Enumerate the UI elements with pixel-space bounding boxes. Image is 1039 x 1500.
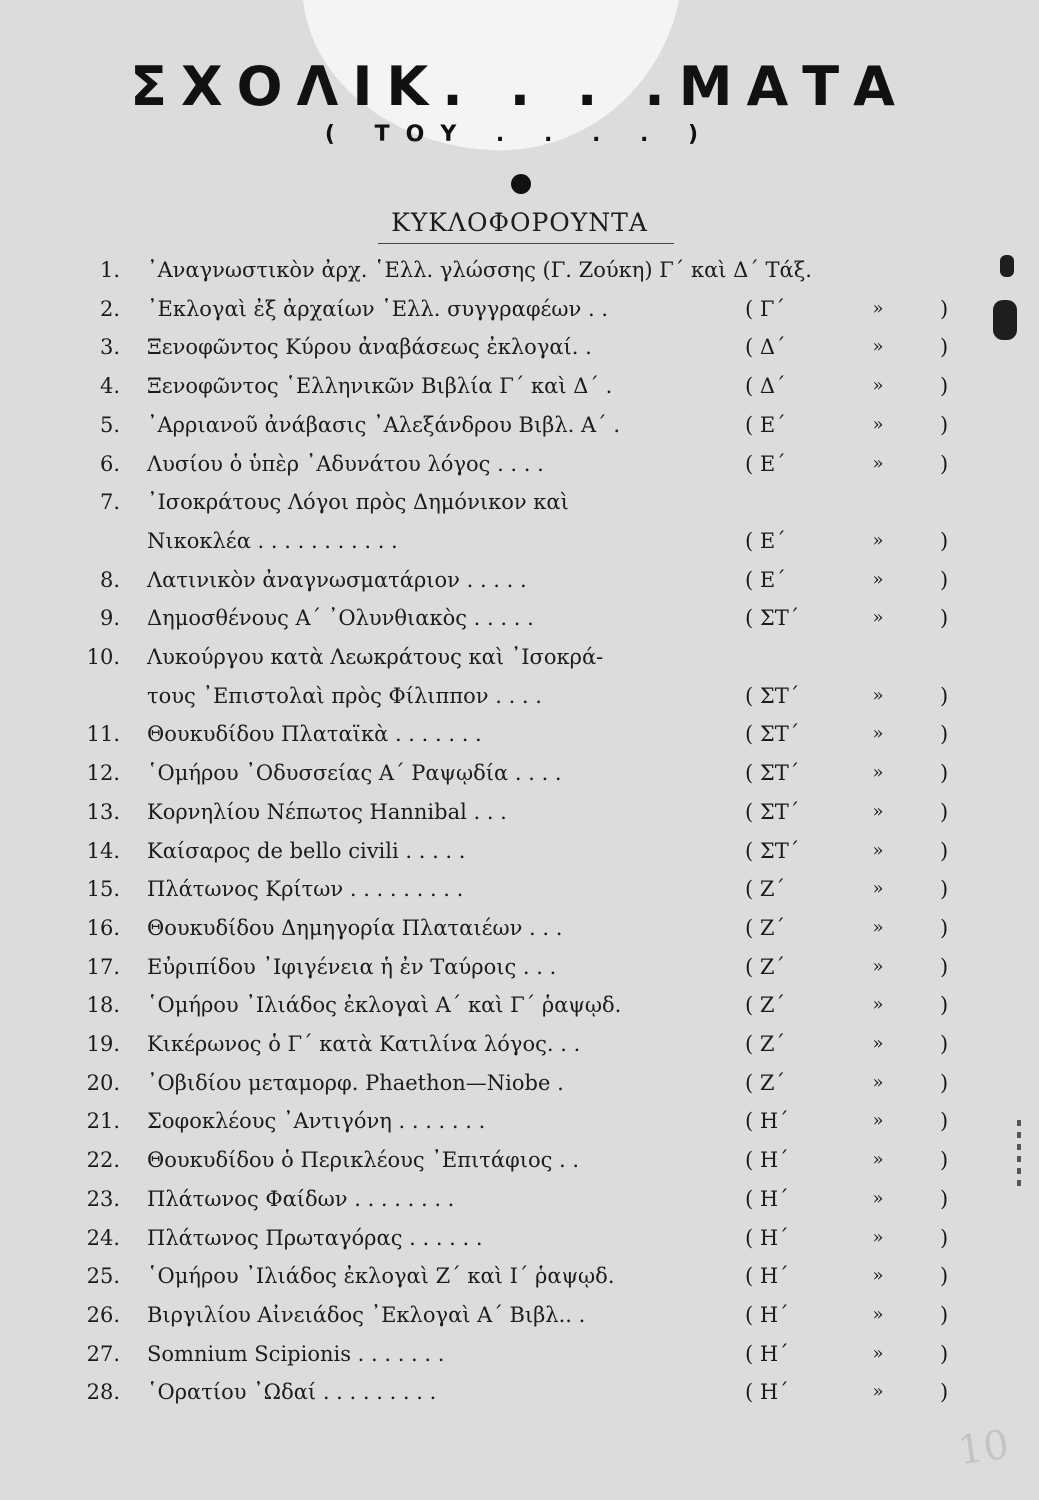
list-item	[0, 678, 1039, 714]
item-title: Ξενοφῶντος ῾Ελληνικῶν Βιβλία Γ΄ καὶ Δ΄ .	[147, 374, 613, 398]
list-item	[0, 368, 1039, 404]
item-title: ᾿Οβιδίου μεταμορφ. Phaethon—Niobe .	[147, 1071, 564, 1095]
pencil-mark: 10	[955, 1421, 1012, 1475]
item-number: 3.	[99, 335, 120, 359]
item-class: ( Ζ΄	[745, 955, 785, 979]
section-heading: ΚΥΚΛΟΦΟΡΟΥΝΤΑ	[391, 208, 648, 237]
item-closing-paren: )	[940, 529, 949, 553]
item-closing-paren: )	[940, 722, 949, 746]
ditto-mark: »	[872, 1149, 884, 1170]
item-number: 5.	[99, 413, 120, 437]
item-class: ( ΣΤ΄	[745, 839, 800, 863]
item-number: 20.	[86, 1071, 120, 1095]
list-item	[0, 1142, 1039, 1178]
item-closing-paren: )	[940, 916, 949, 940]
ditto-mark: »	[872, 1110, 884, 1131]
item-closing-paren: )	[940, 1342, 949, 1366]
item-title: ᾿Ισοκράτους Λόγοι πρὸς Δημόνικον καὶ	[147, 490, 569, 514]
item-title: ᾿Εκλογαὶ ἐξ ἀρχαίων ῾Ελλ. συγγραφέων . .	[147, 297, 608, 321]
ditto-mark: »	[872, 685, 884, 706]
list-item	[0, 1026, 1039, 1062]
item-title: Θουκυδίδου Πλαταϊκὰ . . . . . . .	[147, 722, 482, 746]
item-number: 25.	[86, 1264, 120, 1288]
list-item	[0, 871, 1039, 907]
item-class: ( Η΄	[745, 1226, 789, 1250]
item-class: ( Γ΄	[745, 297, 785, 321]
item-number: 9.	[99, 606, 120, 630]
item-closing-paren: )	[940, 452, 949, 476]
item-number: 19.	[86, 1032, 120, 1056]
item-class: ( Ε΄	[745, 529, 786, 553]
ditto-mark: »	[872, 956, 884, 977]
item-closing-paren: )	[940, 761, 949, 785]
ink-blot	[993, 300, 1017, 340]
item-title: ῾Ομήρου ᾿Ιλιάδος ἐκλογαὶ Α΄ καὶ Γ΄ ῥαψῳδ.	[147, 993, 622, 1017]
item-title: Λυκούργου κατὰ Λεωκράτους καὶ ᾿Ισοκρά-	[147, 645, 604, 669]
item-class: ( ΣΤ΄	[745, 684, 800, 708]
item-number: 15.	[86, 877, 120, 901]
margin-mark	[1017, 1120, 1021, 1190]
item-closing-paren: )	[940, 374, 949, 398]
item-number: 23.	[86, 1187, 120, 1211]
item-class: ( ΣΤ΄	[745, 606, 800, 630]
item-class: ( Η΄	[745, 1264, 789, 1288]
list-item	[0, 407, 1039, 443]
header	[0, 55, 1039, 147]
ditto-mark: »	[872, 1343, 884, 1364]
item-number: 22.	[86, 1148, 120, 1172]
ditto-mark: »	[872, 1188, 884, 1209]
list-item	[0, 291, 1039, 327]
item-number: 7.	[99, 490, 120, 514]
item-title: ᾿Αρριανοῦ ἀνάβασις ᾿Αλεξάνδρου Βιβλ. Α΄ .	[147, 413, 621, 437]
list-item	[0, 639, 1039, 675]
item-class: ( Δ΄	[745, 374, 786, 398]
list-item	[0, 1374, 1039, 1410]
list-item	[0, 1065, 1039, 1101]
ditto-mark: »	[872, 1072, 884, 1093]
item-number: 6.	[99, 452, 120, 476]
ditto-mark: »	[872, 530, 884, 551]
ditto-mark: »	[872, 840, 884, 861]
list-item	[0, 755, 1039, 791]
ditto-mark: »	[872, 1227, 884, 1248]
item-title: Θουκυδίδου ὁ Περικλέους ᾿Επιτάφιος . .	[147, 1148, 580, 1172]
item-number: 14.	[86, 839, 120, 863]
dot-ornament-icon	[511, 174, 531, 194]
item-closing-paren: )	[940, 335, 949, 359]
ditto-mark: »	[872, 607, 884, 628]
item-closing-paren: )	[940, 1148, 949, 1172]
list-item	[0, 446, 1039, 482]
item-title: Καίσαρος de bello civili . . . . .	[147, 839, 466, 863]
item-closing-paren: )	[940, 955, 949, 979]
item-class: ( ΣΤ΄	[745, 761, 800, 785]
ditto-mark: »	[872, 878, 884, 899]
ditto-mark: »	[872, 917, 884, 938]
list-item	[0, 1258, 1039, 1294]
item-number: 8.	[99, 568, 120, 592]
item-title: Θουκυδίδου Δημηγορία Πλαταιέων . . .	[147, 916, 563, 940]
list-item	[0, 1220, 1039, 1256]
item-title: ῾Ομήρου ᾿Οδυσσείας Α΄ Ραψῳδία . . . .	[147, 761, 562, 785]
item-class: ( Ζ΄	[745, 1071, 785, 1095]
item-closing-paren: )	[940, 1264, 949, 1288]
item-closing-paren: )	[940, 839, 949, 863]
item-title: Λατινικὸν ἀναγνωσματάριον . . . . .	[147, 568, 527, 592]
item-class: ( Δ΄	[745, 335, 786, 359]
list-item	[0, 484, 1039, 520]
item-title: ῾Ορατίου ᾿Ωδαί . . . . . . . . .	[147, 1380, 437, 1404]
item-class: ( Η΄	[745, 1148, 789, 1172]
ditto-mark: »	[872, 723, 884, 744]
item-number: 16.	[86, 916, 120, 940]
ditto-mark: »	[872, 994, 884, 1015]
item-number: 10.	[86, 645, 120, 669]
item-closing-paren: )	[940, 800, 949, 824]
item-title: Εὐριπίδου ᾿Ιφιγένεια ἡ ἐν Ταύροις . . .	[147, 955, 557, 979]
list-item	[0, 910, 1039, 946]
item-class: ( Η΄	[745, 1109, 789, 1133]
item-class: ( ΣΤ΄	[745, 722, 800, 746]
item-title: Βιργιλίου Αἰνειάδος ᾿Εκλογαὶ Α΄ Βιβλ.. .	[147, 1303, 586, 1327]
item-class: ( Ε΄	[745, 452, 786, 476]
item-title: τους ᾿Επιστολαὶ πρὸς Φίλιππον . . . .	[147, 684, 542, 708]
item-class: ( Ζ΄	[745, 916, 785, 940]
ditto-mark: »	[872, 453, 884, 474]
ditto-mark: »	[872, 1265, 884, 1286]
item-class: ( Η΄	[745, 1187, 789, 1211]
item-title: Νικοκλέα . . . . . . . . . . .	[147, 529, 398, 553]
item-number: 18.	[86, 993, 120, 1017]
item-closing-paren: )	[940, 1071, 949, 1095]
item-closing-paren: )	[940, 993, 949, 1017]
item-title: Πλάτωνος Κρίτων . . . . . . . . .	[147, 877, 464, 901]
list-item	[0, 716, 1039, 752]
item-number: 26.	[86, 1303, 120, 1327]
item-title: Σοφοκλέους ᾿Αντιγόνη . . . . . . .	[147, 1109, 486, 1133]
item-number: 21.	[86, 1109, 120, 1133]
ditto-mark: »	[872, 298, 884, 319]
ditto-mark: »	[872, 414, 884, 435]
list-item	[0, 1336, 1039, 1372]
list-item	[0, 329, 1039, 365]
list-item	[0, 600, 1039, 636]
list-item	[0, 523, 1039, 559]
item-closing-paren: )	[940, 413, 949, 437]
item-number: 11.	[86, 722, 120, 746]
ditto-mark: »	[872, 1033, 884, 1054]
item-title: Πλάτωνος Πρωταγόρας . . . . . .	[147, 1226, 483, 1250]
item-number: 24.	[86, 1226, 120, 1250]
item-number: 12.	[86, 761, 120, 785]
item-closing-paren: )	[940, 1380, 949, 1404]
item-closing-paren: )	[940, 1303, 949, 1327]
ink-blot	[1000, 255, 1014, 277]
item-class: ( ΣΤ΄	[745, 800, 800, 824]
list-item	[0, 1103, 1039, 1139]
item-class: ( Ζ΄	[745, 877, 785, 901]
list-item	[0, 794, 1039, 830]
item-title: Κορνηλίου Νέπωτος Hannibal . . .	[147, 800, 507, 824]
item-number: 13.	[86, 800, 120, 824]
item-class: ( Ε΄	[745, 413, 786, 437]
item-closing-paren: )	[940, 606, 949, 630]
item-closing-paren: )	[940, 684, 949, 708]
list-item	[0, 252, 1039, 288]
item-title: Πλάτωνος Φαίδων . . . . . . . .	[147, 1187, 455, 1211]
item-title: Λυσίου ὁ ὑπὲρ ᾿Αδυνάτου λόγος . . . .	[147, 452, 544, 476]
item-title: Κικέρωνος ὁ Γ΄ κατὰ Κατιλίνα λόγος. . .	[147, 1032, 581, 1056]
ditto-mark: »	[872, 375, 884, 396]
item-title: Δημοσθένους Α΄ ᾿Ολυνθιακὸς . . . . .	[147, 606, 534, 630]
item-title: Somnium Scipionis . . . . . . .	[147, 1342, 445, 1366]
item-number: 17.	[86, 955, 120, 979]
list-item	[0, 833, 1039, 869]
item-title: Ξενοφῶντος Κύρου ἀναβάσεως ἐκλογαί. .	[147, 335, 592, 359]
page-title: ΣΧΟΛΙΚ. . . .ΜΑΤΑ	[130, 55, 909, 118]
page-subtitle: ( ΤΟΥ . . . . )	[324, 122, 715, 147]
item-closing-paren: )	[940, 1109, 949, 1133]
list-item	[0, 987, 1039, 1023]
item-class: ( Η΄	[745, 1380, 789, 1404]
list-item	[0, 1297, 1039, 1333]
ditto-mark: »	[872, 801, 884, 822]
item-closing-paren: )	[940, 1226, 949, 1250]
item-class: ( Η΄	[745, 1303, 789, 1327]
item-closing-paren: )	[940, 1032, 949, 1056]
item-class: ( Ζ΄	[745, 1032, 785, 1056]
item-number: 4.	[99, 374, 120, 398]
item-title: ῾Ομήρου ᾿Ιλιάδος ἐκλογαὶ Ζ΄ καὶ Ι΄ ῥαψῳδ.	[147, 1264, 615, 1288]
item-number: 2.	[99, 297, 120, 321]
ditto-mark: »	[872, 336, 884, 357]
heading-rule	[378, 243, 674, 244]
ditto-mark: »	[872, 762, 884, 783]
item-class: ( Ζ΄	[745, 993, 785, 1017]
list-item	[0, 1181, 1039, 1217]
ditto-mark: »	[872, 569, 884, 590]
item-closing-paren: )	[940, 568, 949, 592]
ditto-mark: »	[872, 1381, 884, 1402]
list-item	[0, 949, 1039, 985]
item-closing-paren: )	[940, 877, 949, 901]
item-class: ( Η΄	[745, 1342, 789, 1366]
item-closing-paren: )	[940, 1187, 949, 1211]
list-item	[0, 562, 1039, 598]
item-number: 1.	[99, 258, 120, 282]
item-closing-paren: )	[940, 297, 949, 321]
ditto-mark: »	[872, 1304, 884, 1325]
item-number: 28.	[86, 1380, 120, 1404]
item-number: 27.	[86, 1342, 120, 1366]
item-title: ᾿Αναγνωστικὸν ἀρχ. ῾Ελλ. γλώσσης (Γ. Ζούκη) Γ΄ καὶ Δ΄ Τάξ.	[147, 258, 812, 282]
item-class: ( Ε΄	[745, 568, 786, 592]
